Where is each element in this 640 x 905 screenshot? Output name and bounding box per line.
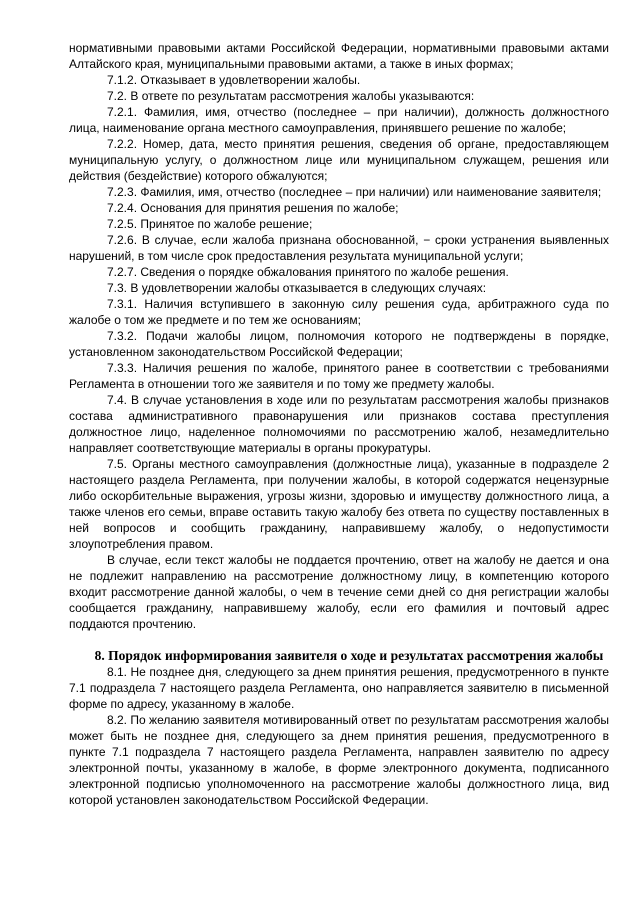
paragraph: 7.5. Органы местного самоуправления (должностные лица), указанные в подразделе 2 настоящего раздела Регламента, при получении жалобы, в которой содержатся нецензурные либо оскорбительные выражения, угрозы жизни, здоровью и имуществу должностного лица, а также членов его семьи, вправе оставить такую жалобу без ответа по существу поставленных в ней вопросов и сообщить гражданину, направившему жалобу, о недопустимости злоупотребления правом. <box>69 457 609 551</box>
document-page <box>69 40 609 808</box>
paragraph: 7.3.3. Наличия решения по жалобе, принятого ранее в соответствии с требованиями Регламента в отношении того же заявителя и по тому же предмету жалобы. <box>69 361 609 391</box>
paragraph: 7.4. В случае установления в ходе или по результатам рассмотрения жалобы признаков состава административного правонарушения или признаков состава преступления должностное лицо, наделенное полномочиями по рассмотрению жалоб, незамедлительно направляет соответствующие материалы в органы прокуратуры. <box>69 393 609 455</box>
paragraph: нормативными правовыми актами Российской Федерации, нормативными правовыми актами Алтайского края, муниципальными правовыми актами, а также в иных формах; <box>69 41 609 71</box>
paragraph: 7.3.2. Подачи жалобы лицом, полномочия которого не подтверждены в порядке, установленном законодательством Российской Федерации; <box>69 329 609 359</box>
paragraph: 7.2.1. Фамилия, имя, отчество (последнее – при наличии), должность должностного лица, наименование органа местного самоуправления, принявшего решение по жалобе; <box>69 105 609 135</box>
paragraph: 7.2.7. Сведения о порядке обжалования принятого по жалобе решения. <box>107 265 509 279</box>
section-gap <box>69 632 609 647</box>
paragraphs-top <box>69 40 609 632</box>
paragraph: 7.1.2. Отказывает в удовлетворении жалобы. <box>107 73 361 87</box>
paragraph: 7.2.2. Номер, дата, место принятия решения, сведения об органе, предоставляющем муниципальную услугу, о должностном лице или муниципальном служащем, решения или действия (бездействие) которого обжалуются; <box>69 137 609 183</box>
paragraph: 8.1. Не позднее дня, следующего за днем принятия решения, предусмотренного в пункте 7.1 подраздела 7 настоящего раздела Регламента, оно направляется заявителю в письменной форме по адресу, указанному в жалобе. <box>69 665 609 711</box>
section-heading: 8. Порядок информирования заявителя о ходе и результатах рассмотрения жалобы <box>94 648 604 663</box>
paragraph: В случае, если текст жалобы не поддается прочтению, ответ на жалобу не дается и она не подлежит направлению на рассмотрение должностному лицу, в компетенцию которого входит рассмотрение данной жалобы, о чем в течение семи дней со дня регистрации жалобы сообщается гражданину, направившему жалобу, если его фамилия и почтовый адрес поддаются прочтению. <box>69 553 609 631</box>
paragraph: 7.3.1. Наличия вступившего в законную силу решения суда, арбитражного суда по жалобе о том же предмете и по тем же основаниям; <box>69 297 609 327</box>
paragraph: 7.2.5. Принятое по жалобе решение; <box>107 217 313 231</box>
paragraph: 8.2. По желанию заявителя мотивированный ответ по результатам рассмотрения жалобы может быть не позднее дня, следующего за днем принятия решения, предусмотренного в пункте 7.1 подраздела 7 настоящего раздела Регламента, направлен заявителю по адресу электронной почты, указанному в жалобе, в форме электронного документа, подписанного электронной подписью уполномоченного на рассмотрение жалобы должностного лица, вид которой установлен законодательством Российской Федерации. <box>69 713 609 807</box>
paragraph: 7.2.6. В случае, если жалоба признана обоснованной, − сроки устранения выявленных нарушений, в том числе срок предоставления результата муниципальной услуги; <box>69 233 609 263</box>
paragraph: 7.3. В удовлетворении жалобы отказывается в следующих случаях: <box>107 281 487 295</box>
paragraph: 7.2. В ответе по результатам рассмотрения жалобы указываются: <box>107 89 475 103</box>
paragraph: 7.2.3. Фамилия, имя, отчество (последнее – при наличии) или наименование заявителя; <box>107 185 602 199</box>
paragraphs-bottom <box>69 664 609 808</box>
paragraph: 7.2.4. Основания для принятия решения по жалобе; <box>107 201 399 215</box>
